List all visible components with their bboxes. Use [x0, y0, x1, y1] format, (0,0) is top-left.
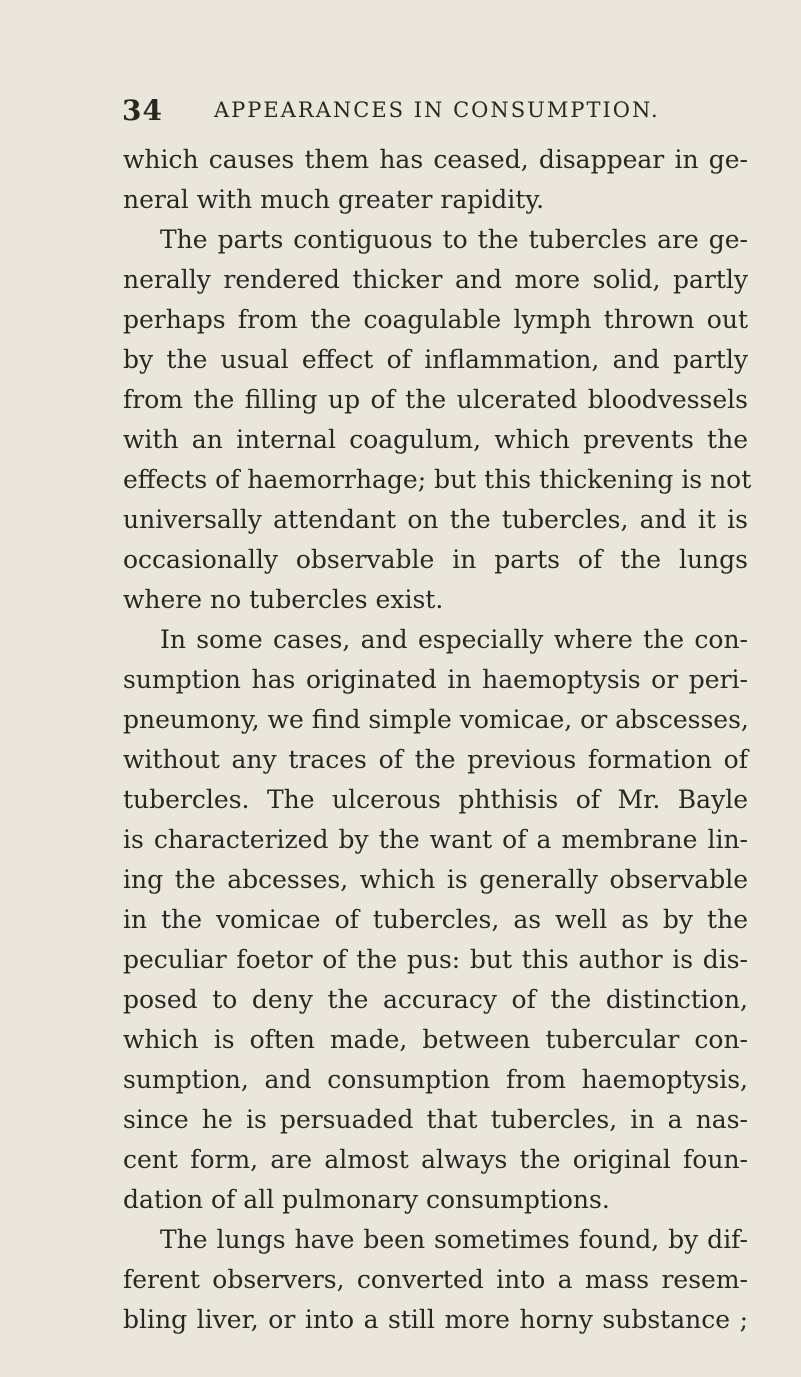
text-line: In some cases, and especially where the con- [160, 625, 748, 654]
text-line: pneumony, we find simple vomicae, or abscesses, [123, 705, 749, 734]
text-line: sumption, and consumption from haemoptysis, [123, 1065, 748, 1094]
text-line: sumption has originated in haemoptysis or peri- [123, 665, 748, 694]
text-line: in the vomicae of tubercles, as well as by the [123, 905, 748, 934]
text-line: The lungs have been sometimes found, by dif- [160, 1225, 748, 1254]
text-line: without any traces of the previous formation of [123, 745, 748, 774]
running-head: APPEARANCES IN CONSUMPTION. [214, 98, 660, 122]
text-line: nerally rendered thicker and more solid, partly [123, 265, 748, 294]
text-line: posed to deny the accuracy of the distinction, [123, 985, 748, 1014]
text-line: universally attendant on the tubercles, and it is [123, 505, 748, 534]
text-line: effects of haemorrhage; but this thickening is not [123, 465, 752, 494]
text-line: is characterized by the want of a membrane lin- [123, 825, 748, 854]
text-line: from the filling up of the ulcerated bloodvessels [123, 385, 748, 414]
text-line: since he is persuaded that tubercles, in a nas- [123, 1105, 748, 1134]
text-line: cent form, are almost always the original foun- [123, 1145, 748, 1174]
text-line: occasionally observable in parts of the lungs [123, 545, 748, 574]
text-line: neral with much greater rapidity. [123, 185, 545, 214]
page-number: 34 [122, 94, 163, 127]
text-line: which causes them has ceased, disappear in ge- [123, 145, 748, 174]
text-line: where no tubercles exist. [123, 585, 444, 614]
text-line: which is often made, between tubercular con- [123, 1025, 748, 1054]
text-line: perhaps from the coagulable lymph thrown out [123, 305, 748, 334]
text-line: The parts contiguous to the tubercles are ge- [160, 225, 748, 254]
text-line: by the usual effect of inflammation, and partly [123, 345, 748, 374]
page-header [122, 94, 742, 134]
text-line: tubercles. The ulcerous phthisis of Mr. Bayle [123, 785, 748, 814]
text-line: dation of all pulmonary consumptions. [123, 1185, 610, 1214]
text-line: peculiar foetor of the pus: but this author is dis- [123, 945, 748, 974]
text-line: ferent observers, converted into a mass resem- [123, 1265, 748, 1294]
text-line: bling liver, or into a still more horny substance ; [123, 1305, 748, 1334]
text-line: with an internal coagulum, which prevents the [123, 425, 748, 454]
text-line: ing the abcesses, which is generally observable [123, 865, 748, 894]
